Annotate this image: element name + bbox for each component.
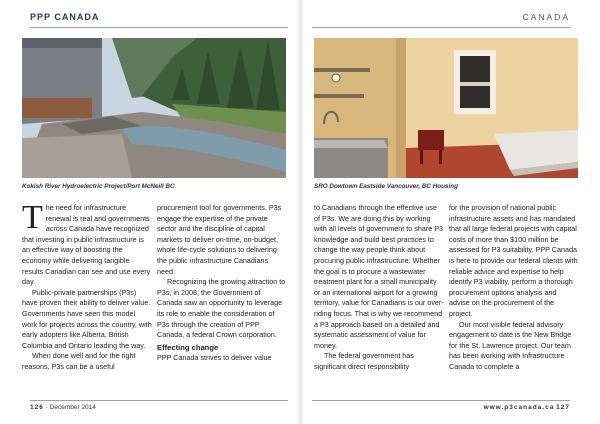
article-column-3: [314, 203, 444, 373]
website-url: www.p3canada.ca: [483, 404, 555, 411]
right-footer-rule: [312, 400, 570, 401]
right-photo-caption: SRO Dowtown Eastside Vancouver, BC Housing: [314, 183, 458, 190]
drop-cap: T: [22, 199, 43, 236]
article-paragraph: procurement tool for governments. P3s engage the expertise of the private sector and the discipline of capital markets to deliver on-time, on-budget, whole life-cycle solutions to delivering the public infrastructure Canadians need.: [157, 203, 282, 276]
article-paragraph: When done well and for the right reasons, P3s can be a useful: [22, 351, 136, 371]
article-column-2: [157, 203, 287, 364]
right-header-rule: [312, 27, 570, 28]
left-footer: [30, 404, 96, 411]
page-gutter: [296, 0, 304, 424]
article-column-1: [22, 199, 152, 373]
sro-housing-photo: [314, 38, 578, 178]
article-paragraph: Public-private partnerships (P3s) have proven their ability to deliver value. Governments have seen this model work for projects across the country, with early adopters like Alberta, British Columbia and Ontario leading the way.: [22, 287, 152, 350]
left-header-title: PPP CANADA: [30, 12, 100, 22]
article-paragraph: PPP Canada strives to deliver value: [157, 353, 272, 363]
right-header-title: CANADA: [522, 12, 570, 22]
kokish-river-photo: [22, 38, 286, 178]
article-paragraph: [22, 199, 152, 288]
article-paragraph: for the provision of national public infrastructure assets and has mandated that all large federal projects with capital costs of more than $100 million be assessed for P3 suitability. PPP Canada is here to provide our federal clients with reliable advice and expertise to help identify P3 viability, perform a thorough procurement options analysis and advise on the procurement of the project.: [449, 203, 578, 318]
left-page-number: 126: [30, 404, 44, 411]
article-paragraph: Recognizing the growing attraction to P3s, in 2008, the Government of Canada saw an opportunity to leverage its role to enable the consideration of P3s through the creation of PPP Canada, a federal Crown corporation.: [157, 277, 286, 340]
section-subheading: Effecting change: [157, 342, 219, 352]
paragraph-text: he need for infrastructure renewal is real and governments across Canada have recognized that investing in public infrastructure is an effective way of boosting the economy while delivering tangible results Canadian can see and use every day.: [22, 203, 151, 287]
footer-separator: ·: [45, 404, 50, 411]
article-paragraph: Our most visible federal advisory engagement to date is the New Bridge for the St. Lawrence project. Our team has been working with Infrastructure Canada to complete a: [449, 319, 572, 371]
article-column-4: [449, 203, 579, 373]
issue-date: December 2014: [49, 404, 96, 411]
left-footer-rule: [30, 400, 288, 401]
right-footer: [484, 404, 570, 411]
article-paragraph: The federal government has significant direct responsibility: [314, 351, 414, 371]
right-page-number: 127: [556, 404, 570, 411]
article-paragraph: to Canadians through the effective use of P3s. We are doing this by working with all levels of government to share P3 knowledge and build best practices to change the way people think about procuring public infrastructure. Whether the goal is to procure a wastewater treatment plant for a small municipality or an international airport for a growing territory, value for Canadians is our over-riding focus. That is why we recommend a P3 approach based on a detailed and systematic assessment of value for money.: [314, 203, 444, 350]
left-header-rule: [30, 27, 288, 28]
left-photo-caption: Kokish River Hydroelectric Project/Port McNeill BC: [22, 183, 175, 190]
